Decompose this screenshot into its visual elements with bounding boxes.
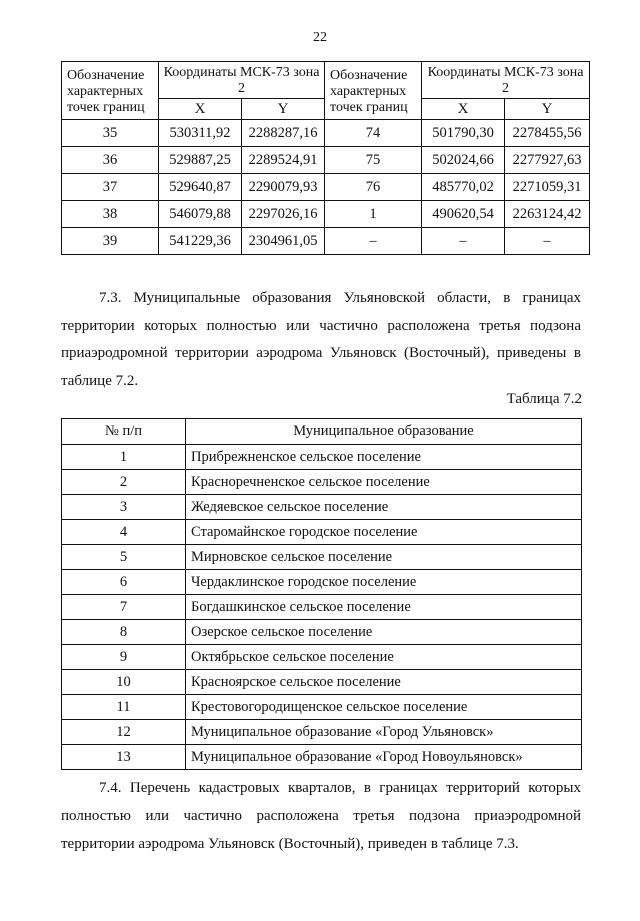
header-coordinates-left: Координаты МСК-73 зона 2 <box>159 62 325 99</box>
paragraph-7-4: 7.4. Перечень кадастровых кварталов, в границах территорий которых полностью или частично расположена третья подзона приаэродромной территории аэродрома Ульяновск (Восточный), приведен в таблице 7.3. <box>61 780 581 852</box>
point-number: 36 <box>62 147 159 174</box>
y-value: 2278455,56 <box>505 120 590 147</box>
header-coordinates-right: Координаты МСК-73 зона 2 <box>422 62 590 99</box>
row-number: 5 <box>62 545 186 570</box>
municipality-name: Муниципальное образование «Город Ульяновск» <box>186 720 582 745</box>
table-row <box>62 670 582 695</box>
x-value: 490620,54 <box>422 201 505 228</box>
row-number: 1 <box>62 445 186 470</box>
y-value: 2290079,93 <box>242 174 325 201</box>
table-row <box>62 545 582 570</box>
y-value: 2277927,63 <box>505 147 590 174</box>
point-number: 76 <box>325 174 422 201</box>
table-row <box>62 645 582 670</box>
point-number: – <box>325 228 422 255</box>
table-row <box>62 620 582 645</box>
point-number: 38 <box>62 201 159 228</box>
coords-row <box>62 174 590 201</box>
municipality-name: Октябрьское сельское поселение <box>186 645 582 670</box>
y-value: 2288287,16 <box>242 120 325 147</box>
table-row <box>62 445 582 470</box>
x-value: 541229,36 <box>159 228 242 255</box>
table-row <box>62 470 582 495</box>
row-number: 9 <box>62 645 186 670</box>
y-value: 2297026,16 <box>242 201 325 228</box>
point-number: 35 <box>62 120 159 147</box>
municipality-name: Мирновское сельское поселение <box>186 545 582 570</box>
x-value: 501790,30 <box>422 120 505 147</box>
paragraph-7-3: 7.3. Муниципальные образования Ульяновской области, в границах территории которых полностью или частично расположена третья подзона приаэродромной территории аэродрома Ульяновск (Восточный), приведены в таблице 7.2. <box>61 290 581 389</box>
row-number: 4 <box>62 520 186 545</box>
row-number: 6 <box>62 570 186 595</box>
coords-row <box>62 147 590 174</box>
table-row <box>62 595 582 620</box>
point-number: 75 <box>325 147 422 174</box>
municipality-name: Красноречненское сельское поселение <box>186 470 582 495</box>
row-number: 7 <box>62 595 186 620</box>
point-number: 37 <box>62 174 159 201</box>
x-value: 529640,87 <box>159 174 242 201</box>
table-row <box>62 570 582 595</box>
page-number: 22 <box>313 30 327 45</box>
municipality-name: Старомайнское городское поселение <box>186 520 582 545</box>
header-number: № п/п <box>62 419 186 445</box>
point-number: 1 <box>325 201 422 228</box>
municipalities-table <box>61 418 582 770</box>
x-value: 485770,02 <box>422 174 505 201</box>
table-row <box>62 720 582 745</box>
row-number: 2 <box>62 470 186 495</box>
x-value: – <box>422 228 505 255</box>
municipality-name: Красноярское сельское поселение <box>186 670 582 695</box>
row-number: 10 <box>62 670 186 695</box>
y-value: 2271059,31 <box>505 174 590 201</box>
table-row <box>62 695 582 720</box>
point-number: 74 <box>325 120 422 147</box>
header-x-right: X <box>422 99 505 120</box>
x-value: 546079,88 <box>159 201 242 228</box>
table-row <box>62 745 582 770</box>
municipality-name: Богдашкинское сельское поселение <box>186 595 582 620</box>
header-point-designation-left: Обозначение характерных точек границ <box>62 62 159 120</box>
municipality-name: Чердаклинское городское поселение <box>186 570 582 595</box>
coords-row <box>62 120 590 147</box>
y-value: 2289524,91 <box>242 147 325 174</box>
x-value: 529887,25 <box>159 147 242 174</box>
y-value: 2263124,42 <box>505 201 590 228</box>
municipality-name: Жедяевское сельское поселение <box>186 495 582 520</box>
row-number: 12 <box>62 720 186 745</box>
x-value: 530311,92 <box>159 120 242 147</box>
y-value: – <box>505 228 590 255</box>
table-row <box>62 495 582 520</box>
coordinates-table <box>61 61 590 255</box>
row-number: 3 <box>62 495 186 520</box>
coords-row <box>62 201 590 228</box>
municipality-name: Прибрежненское сельское поселение <box>186 445 582 470</box>
municipality-name: Муниципальное образование «Город Новоульяновск» <box>186 745 582 770</box>
municipality-name: Озерское сельское поселение <box>186 620 582 645</box>
header-municipality: Муниципальное образование <box>186 419 582 445</box>
municipality-name: Крестовогородищенское сельское поселение <box>186 695 582 720</box>
table-row <box>62 520 582 545</box>
row-number: 13 <box>62 745 186 770</box>
y-value: 2304961,05 <box>242 228 325 255</box>
point-number: 39 <box>62 228 159 255</box>
header-point-designation-right: Обозначение характерных точек границ <box>325 62 422 120</box>
header-y-right: Y <box>505 99 590 120</box>
header-x-left: X <box>159 99 242 120</box>
table-caption: Таблица 7.2 <box>506 391 582 407</box>
coords-row <box>62 228 590 255</box>
header-y-left: Y <box>242 99 325 120</box>
x-value: 502024,66 <box>422 147 505 174</box>
row-number: 8 <box>62 620 186 645</box>
row-number: 11 <box>62 695 186 720</box>
